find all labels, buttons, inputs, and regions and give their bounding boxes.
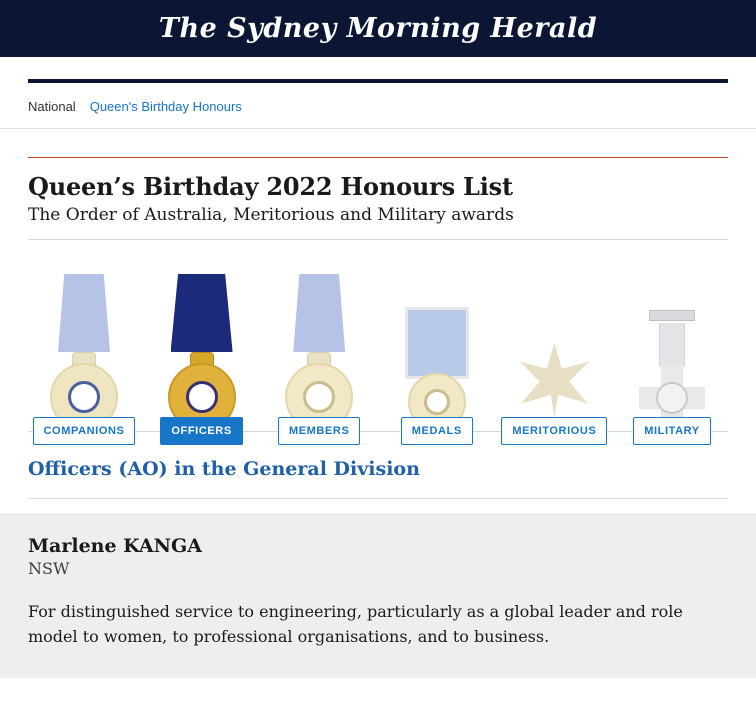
tab-label-officers[interactable]: OFFICERS (160, 417, 242, 445)
honour-recipient-state: NSW (28, 559, 70, 578)
companions-medal-icon (28, 266, 140, 431)
section-heading: Officers (AO) in the General Division (28, 458, 420, 480)
officers-ribbon-body (171, 274, 233, 352)
medal-tab-meritorious[interactable] (498, 254, 610, 445)
section-rule (28, 498, 728, 499)
medal-tab-companions[interactable] (28, 254, 140, 445)
honour-citation: For distinguished service to engineering, particularly as a global leader and role model to women, to professional organisations, and to business. (28, 602, 683, 646)
page-subtitle: The Order of Australia, Meritorious and Military awards (28, 205, 514, 225)
members-ribbon-body (293, 274, 345, 352)
masthead-title[interactable]: The Sydney Morning Herald (158, 13, 598, 44)
members-ribbon (293, 274, 345, 352)
medal-tabs-row (28, 240, 728, 445)
medals-square (405, 307, 469, 379)
tab-label-medals[interactable]: MEDALS (401, 417, 473, 445)
site-masthead (0, 0, 756, 57)
breadcrumb-topic-link[interactable]: Queen's Birthday Honours (89, 99, 242, 114)
tab-label-members[interactable]: MEMBERS (278, 417, 360, 445)
medals-medal-icon (381, 266, 493, 431)
officers-ribbon (171, 274, 233, 352)
military-cross-center (656, 382, 688, 414)
officers-medal-icon (146, 266, 258, 431)
honour-card (0, 513, 756, 678)
military-bar (649, 310, 695, 321)
tab-label-companions[interactable]: COMPANIONS (33, 417, 136, 445)
article-content (0, 157, 756, 678)
companions-ribbon-body (58, 274, 110, 352)
companions-ribbon (58, 274, 110, 352)
officers-disc-center (186, 381, 218, 413)
page-title: Queen’s Birthday 2022 Honours List (28, 172, 513, 201)
members-disc-center (303, 381, 335, 413)
tab-label-meritorious[interactable]: MERITORIOUS (501, 417, 607, 445)
breadcrumb-section[interactable]: National (28, 99, 76, 114)
companions-disc-center (68, 381, 100, 413)
tab-label-military[interactable]: MILITARY (633, 417, 711, 445)
meritorious-star (517, 343, 591, 417)
military-cross-icon (616, 266, 728, 431)
military-ribbon (659, 323, 685, 367)
medal-tab-officers[interactable] (146, 254, 258, 445)
breadcrumb (0, 83, 756, 129)
members-medal-icon (263, 266, 375, 431)
medal-tab-members[interactable] (263, 254, 375, 445)
medals-disc-center (424, 389, 450, 415)
title-top-rule (28, 157, 728, 158)
medal-tab-medals[interactable] (381, 254, 493, 445)
meritorious-star-icon (498, 266, 610, 431)
medal-tab-military[interactable] (616, 254, 728, 445)
honour-recipient-name: Marlene KANGA (28, 535, 202, 557)
